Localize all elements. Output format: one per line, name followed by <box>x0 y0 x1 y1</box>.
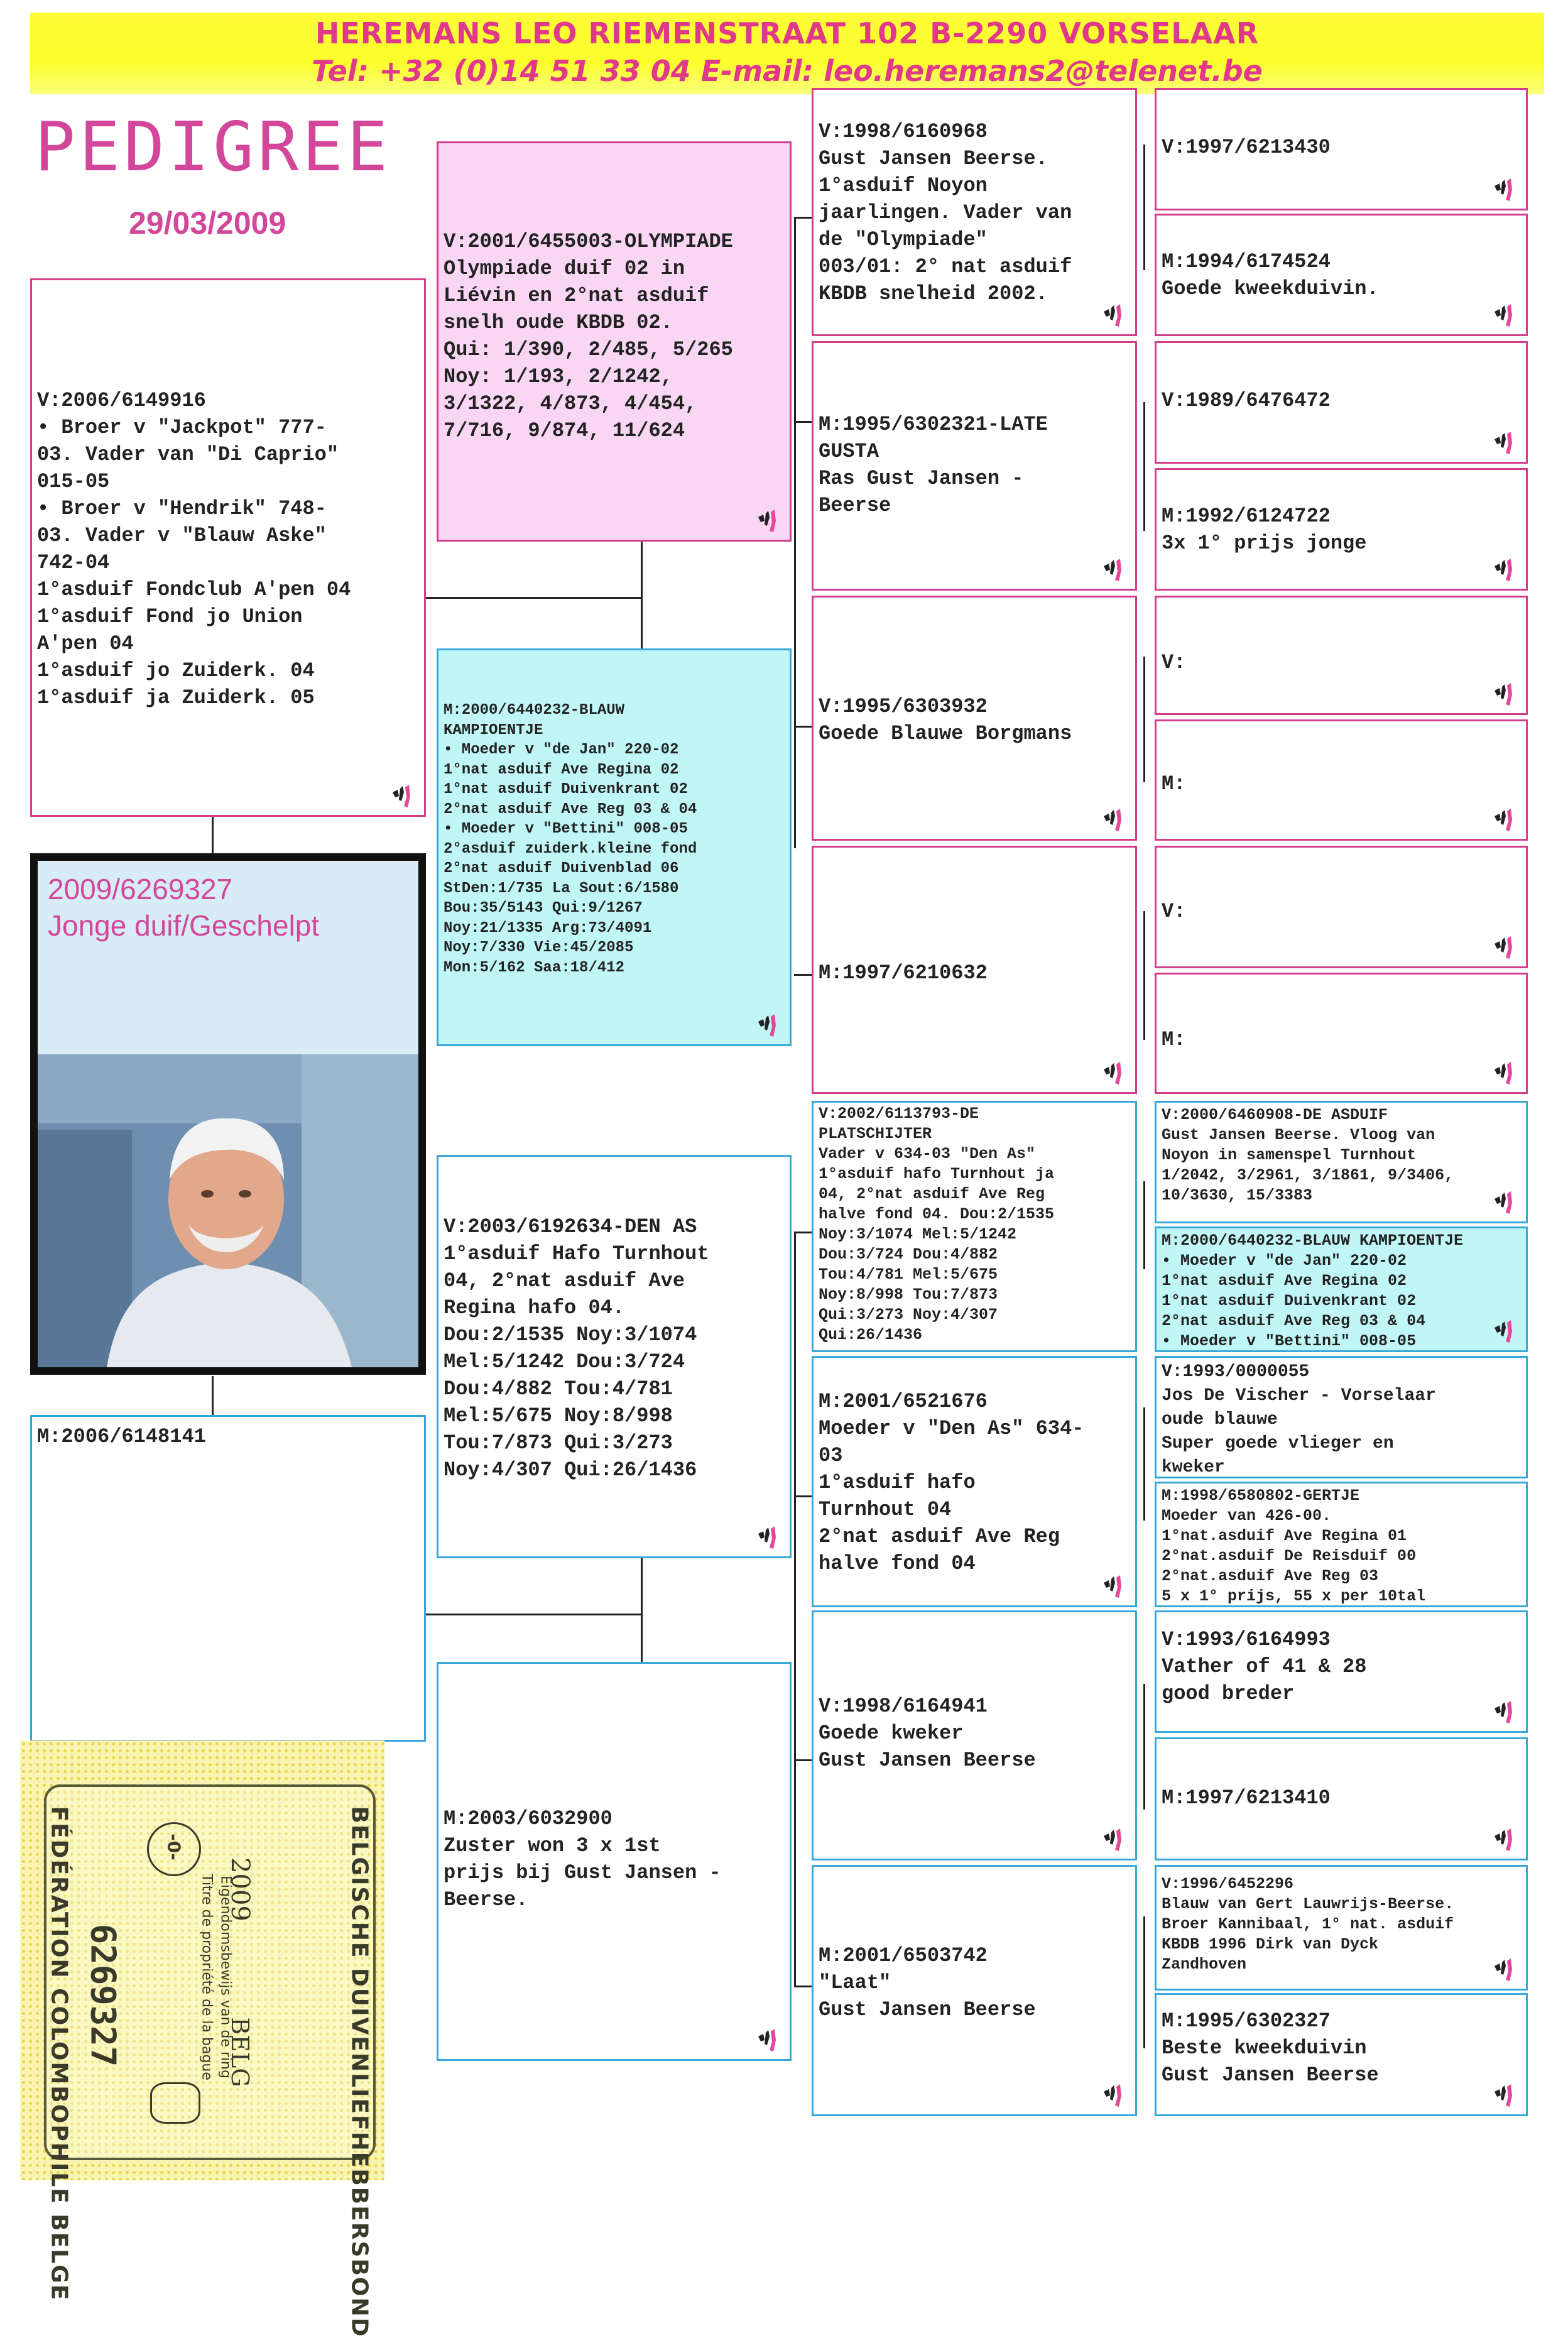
connector-line <box>426 1614 641 1615</box>
pigeon-gender-icon <box>1491 1318 1520 1345</box>
gen3-box-1 <box>812 88 1137 336</box>
sire-sire-box <box>437 141 792 542</box>
connector-line <box>1143 911 1145 1040</box>
connector-line <box>794 421 812 423</box>
gen3-box-7 <box>812 1610 1137 1860</box>
pigeon-gender-icon <box>1491 429 1520 457</box>
pigeon-gender-icon <box>1100 1826 1129 1854</box>
pigeon-gender-icon <box>1100 556 1129 584</box>
gen4-box-12 <box>1155 1482 1528 1607</box>
federation-fr: FÉDÉRATION COLOMBOPHILE BELGE <box>46 1806 72 2302</box>
dam-dam-info: M:2003/6032900 Zuster won 3 x 1st prijs bij Gust Jansen - Beerse. <box>444 1807 721 1911</box>
gen4-box-9 <box>1155 1101 1528 1223</box>
ring-number: 6269327 <box>83 1923 123 2067</box>
pigeon-gender-icon <box>754 507 783 535</box>
pigeon-gender-icon <box>1491 1059 1520 1087</box>
dam-sire-box <box>437 1155 792 1558</box>
photo-frame <box>38 861 418 1367</box>
gen4-box-2 <box>1155 214 1528 336</box>
gen4-info-5: V: <box>1162 651 1186 674</box>
gen4-info-12: M:1998/6580802-GERTJE Moeder van 426-00. 1°nat.asduif Ave Regina 01 2°nat.asduif De Reisduif 00 2°nat.asduif Ave Reg 03 5 x 1° prijs, 55 x per 10tal <box>1162 1487 1426 1605</box>
gen3-info-6: M:2001/6521676 Moeder v "Den As" 634- 03 1°asduif hafo Turnhout 04 2°nat asduif Ave Reg halve fond 04 <box>819 1390 1084 1575</box>
connector-line <box>1143 657 1145 782</box>
pigeon-gender-icon <box>1491 2082 1520 2109</box>
gen4-box-11 <box>1155 1356 1528 1478</box>
ring-emblem <box>147 1822 201 1876</box>
gen4-box-16 <box>1155 1993 1528 2116</box>
pigeon-gender-icon <box>754 2026 783 2054</box>
ownership-line-fr: Titre de propriété de la bague <box>199 1874 215 2080</box>
connector-line <box>1143 1684 1145 1810</box>
gen4-box-13 <box>1155 1610 1528 1733</box>
gen3-box-5 <box>812 1101 1137 1352</box>
gen3-info-4: M:1997/6210632 <box>819 961 988 985</box>
federation-seal-icon <box>150 2082 200 2124</box>
mother-box <box>30 1415 426 1742</box>
gen4-box-4 <box>1155 468 1528 591</box>
gen4-box-14 <box>1155 1737 1528 1860</box>
connector-line <box>794 1759 812 1761</box>
gen4-info-11: V:1993/0000055 Jos De Vischer - Vorselaar oude blauwe Super goede vlieger en kweker <box>1162 1362 1436 1477</box>
ring-certificate-frame <box>44 1784 376 2338</box>
pigeon-gender-icon <box>754 1524 783 1551</box>
connector-line <box>426 597 641 599</box>
pigeon-gender-icon <box>1491 556 1520 584</box>
gen4-info-3: V:1989/6476472 <box>1162 389 1331 412</box>
dam-dam-box <box>437 1662 792 2061</box>
gen3-box-6 <box>812 1356 1137 1607</box>
connector-line <box>1143 145 1145 270</box>
pigeon-ring-number: 2009/6269327 <box>48 873 233 905</box>
gen4-box-3 <box>1155 341 1528 464</box>
ring-year: 2009 <box>226 1857 254 1921</box>
pigeon-gender-icon <box>1491 1698 1520 1726</box>
federation-nl: BELGISCHE DUIVENLIEFHEBBERSBOND <box>346 1806 373 2338</box>
gen4-info-8: M: <box>1162 1028 1186 1051</box>
pigeon-photo-panel <box>30 853 426 1375</box>
gen4-info-4: M:1992/6124722 3x 1° prijs jonge <box>1162 505 1367 555</box>
gen3-box-3 <box>812 596 1137 841</box>
pigeon-gender-icon <box>1491 806 1520 834</box>
gen3-box-4 <box>812 846 1137 1094</box>
ring-certificate-card <box>20 1740 384 2338</box>
ring-emblem-mark: -0- <box>163 1833 185 1860</box>
pigeon-gender-icon <box>1491 176 1520 204</box>
connector-line <box>1143 402 1145 531</box>
header-banner <box>30 13 1544 94</box>
pigeon-gender-icon <box>754 1012 783 1039</box>
page-date: 29/03/2009 <box>129 205 286 241</box>
gen4-box-6 <box>1155 719 1528 841</box>
pigeon-gender-icon <box>1100 1059 1129 1087</box>
pigeon-gender-icon <box>1491 1189 1520 1216</box>
gen4-info-1: V:1997/6213430 <box>1162 136 1331 159</box>
connector-line <box>212 817 214 855</box>
pigeon-description: Jonge duif/Geschelpt <box>48 909 320 942</box>
header-contact: Tel: +32 (0)14 51 33 04 E-mail: leo.heremans2@telenet.be <box>312 54 1263 88</box>
pigeon-gender-icon <box>1491 680 1520 708</box>
ring-country: BELG <box>226 2017 254 2087</box>
connector-line <box>794 217 812 219</box>
pigeon-gender-icon <box>1100 302 1129 329</box>
header-name-address: HEREMANS LEO RIEMENSTRAAT 102 B-2290 VORSELAAR <box>315 16 1260 50</box>
connector-line <box>794 1232 812 1233</box>
connector-line <box>641 542 643 661</box>
dam-sire-info: V:2003/6192634-DEN AS 1°asduif Hafo Turnhout 04, 2°nat asduif Ave Regina hafo 04. Dou:2/1535 Noy:3/1074 Mel:5/1242 Dou:3/724 Dou:4/882 Tou:4/781 Mel:5/675 Noy:8/998 Tou:7/873 Qui:3/273 Noy:4/307 Qui:26/1436 <box>444 1215 709 1482</box>
father-info: V:2006/6149916 • Broer v "Jackpot" 777- 03. Vader van "Di Caprio" 015-05 • Broer v "Hendrik" 748- 03. Vader v "Blauw Aske" 742-04 1°asduif Fondclub A'pen 04 1°asduif Fond jo Union A'pen 04 1°asduif jo Zuiderk. 04 1°asduif ja Zuiderk. 05 <box>37 389 351 709</box>
mother-info: M:2006/6148141 <box>37 1425 206 1448</box>
gen4-info-9: V:2000/6460908-DE ASDUIF Gust Jansen Beerse. Vloog van Noyon in samenspel Turnhout 1/2042, 3/2961, 3/1861, 9/3406, 10/3630, 15/3383 <box>1162 1106 1454 1205</box>
gen3-box-2 <box>812 341 1137 591</box>
sire-dam-info: M:2000/6440232-BLAUW KAMPIOENTJE • Moeder v "de Jan" 220-02 1°nat asduif Ave Regina 02 1°nat asduif Duivenkrant 02 2°nat asduif Ave Reg 03 & 04 • Moeder v "Bettini" 008-05 2°asduif zuiderk.kleine fond 2°nat asduif Duivenblad 06 StDen:1/735 La Sout:6/1580 Bou:35/5143 Qui:9/1267 Noy:21/1335 Arg:73/4091 Noy:7/330 Vie:45/2085 Mon:5/162 Saa:18/412 <box>444 702 697 976</box>
connector-line <box>1143 1916 1145 2048</box>
pigeon-gender-icon <box>1491 934 1520 961</box>
pigeon-gender-icon <box>389 782 418 810</box>
gen3-box-8 <box>812 1865 1137 2116</box>
gen4-info-15: V:1996/6452296 Blauw van Gert Lauwrijs-Beerse. Broer Kannibaal, 1° nat. asduif KBDB 1996 Dirk van Dyck Zandhoven <box>1162 1875 1454 1974</box>
connector-line <box>794 1232 796 1986</box>
gen4-info-2: M:1994/6174524 Goede kweekduivin. <box>1162 250 1379 300</box>
pigeon-gender-icon <box>1491 1826 1520 1854</box>
gen4-box-15 <box>1155 1865 1528 1991</box>
gen3-info-1: V:1998/6160968 Gust Jansen Beerse. 1°asduif Noyon jaarlingen. Vader van de "Olympiade" 003/01: 2° nat asduif KBDB snelheid 2002. <box>819 120 1072 305</box>
connector-line <box>794 217 796 848</box>
sire-sire-info: V:2001/6455003-OLYMPIADE Olympiade duif 02 in Liévin en 2°nat asduif snelh oude KBDB 02. Qui: 1/390, 2/485, 5/265 Noy: 1/193, 2/1242, 3/1322, 4/873, 4/454, 7/716, 9/874, 11/624 <box>444 230 733 442</box>
pigeon-gender-icon <box>1491 1956 1520 1984</box>
connector-line <box>794 1986 812 1987</box>
gen4-info-7: V: <box>1162 900 1186 923</box>
pigeon-gender-icon <box>1491 302 1520 329</box>
connector-line <box>794 974 812 976</box>
gen4-info-14: M:1997/6213410 <box>1162 1786 1331 1810</box>
page-title: PEDIGREE <box>35 108 392 187</box>
gen4-info-16: M:1995/6302327 Beste kweekduivin Gust Jansen Beerse <box>1162 2009 1379 2087</box>
gen4-box-5 <box>1155 596 1528 715</box>
gen4-box-8 <box>1155 973 1528 1094</box>
connector-line <box>1143 1407 1145 1521</box>
gen3-info-5: V:2002/6113793-DE PLATSCHIJTER Vader v 634-03 "Den As" 1°asduif hafo Turnhout ja 04, 2°nat asduif Ave Reg halve fond 04. Dou:2/1535 Noy:3/1074 Mel:5/1242 Dou:3/724 Dou:4/882 Tou:4/781 Mel:5/675 Noy:8/998 Tou:7/873 Qui:3/273 Noy:4/307 Qui:26/1436 <box>819 1105 1055 1344</box>
gen4-info-13: V:1993/6164993 Vather of 41 & 28 good breder <box>1162 1628 1367 1705</box>
connector-line <box>794 1495 812 1497</box>
pigeon-gender-icon <box>1100 2082 1129 2109</box>
gen4-box-1 <box>1155 88 1528 210</box>
gen3-info-8: M:2001/6503742 "Laat" Gust Jansen Beerse <box>819 1944 1036 2021</box>
gen3-info-7: V:1998/6164941 Goede kweker Gust Jansen Beerse <box>819 1695 1036 1772</box>
connector-line <box>1143 1181 1145 1269</box>
gen3-info-3: V:1995/6303932 Goede Blauwe Borgmans <box>819 695 1072 745</box>
gen4-info-6: M: <box>1162 772 1186 795</box>
pigeon-gender-icon <box>1100 1573 1129 1600</box>
owner-portrait <box>38 1054 418 1367</box>
gen4-info-10: M:2000/6440232-BLAUW KAMPIOENTJE • Moeder v "de Jan" 220-02 1°nat asduif Ave Regina 02 1°nat asduif Duivenkrant 02 2°nat asduif Ave Reg 03 & 04 • Moeder v "Bettini" 008-05 <box>1162 1232 1464 1350</box>
connector-line <box>794 726 812 728</box>
pigeon-gender-icon <box>1100 806 1129 834</box>
gen4-box-10 <box>1155 1226 1528 1352</box>
connector-line <box>212 1376 214 1415</box>
ownership-line-nl: Eigendomsbewijs van de ring <box>217 1876 234 2079</box>
gen4-box-7 <box>1155 846 1528 968</box>
sire-dam-box <box>437 648 792 1046</box>
connector-line <box>641 1558 643 1671</box>
father-box <box>30 278 426 817</box>
gen3-info-2: M:1995/6302321-LATE GUSTA Ras Gust Jansen - Beerse <box>819 413 1048 517</box>
